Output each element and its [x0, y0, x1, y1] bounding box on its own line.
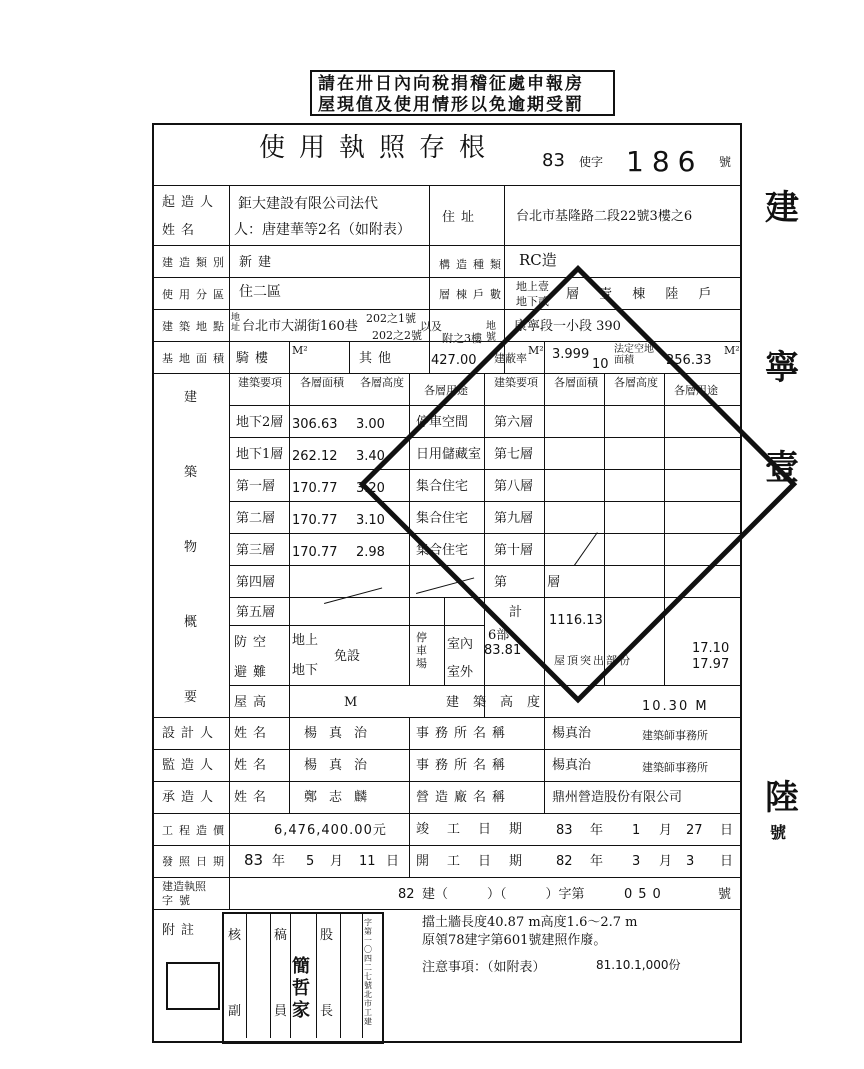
building-height-value: 10.30 M [642, 699, 709, 714]
supervisor-name-label: 姓名 [234, 758, 273, 773]
issue-day-unit: 日 [386, 854, 400, 869]
issue-day: 11 [359, 854, 376, 869]
shelter-above: 地上 [292, 633, 319, 648]
margin-char-1: 建 [765, 188, 799, 228]
approval-dept: 字第一〇四二七號 北市工建 [364, 918, 372, 1026]
designer-name: 楊真治 [304, 726, 380, 741]
start-year-unit: 年 [590, 854, 604, 869]
shelter-label-1: 防空 [234, 635, 273, 650]
permit-ref-no: 050 [624, 887, 667, 902]
start-year: 82 [556, 854, 573, 869]
floor-name-r: 第六層 [494, 415, 534, 430]
contractor-label: 承造人 [162, 790, 220, 805]
issue-date-label: 發照日期 [162, 855, 230, 868]
issue-year-unit: 年 [272, 854, 286, 869]
section-char-5: 要 [184, 690, 198, 705]
hdr-height: 各層高度 [360, 376, 404, 389]
hdr-area: 各層面積 [300, 376, 344, 389]
section-char-4: 概 [184, 615, 198, 630]
margin-char-2: 寧 [765, 348, 799, 388]
notes-line-2: 原領78建字第601號建照作廢。 [422, 933, 607, 948]
floor-area: 262.12 [292, 449, 338, 464]
build-type-value: 新建 [239, 255, 278, 270]
floor-name: 第四層 [236, 575, 276, 590]
floor-height: 3.40 [356, 449, 385, 464]
shelter-value: 免設 [334, 649, 361, 664]
completion-year-unit: 年 [590, 823, 604, 838]
completion-month: 1 [632, 823, 641, 838]
location-addr-tag: 地址 [231, 313, 241, 333]
designer-name-label: 姓名 [234, 726, 273, 741]
permit-ref-text: 建（ ）（ ）字第 [422, 887, 585, 902]
other-unit: M² [528, 344, 544, 357]
margin-char-5: 號 [770, 823, 787, 842]
completion-day: 27 [686, 823, 703, 838]
completion-label: 竣工日期 [416, 822, 541, 837]
floor-height: 3.00 [356, 417, 385, 432]
parking-indoor-label: 室內 [447, 637, 474, 652]
designer-office-label: 事務所名稱 [416, 726, 512, 741]
floor-name: 地下2層 [236, 415, 284, 430]
approval-stamp: 簡哲家 [292, 956, 310, 1021]
location-no-1: 202之1號 [366, 312, 416, 325]
floor-area: 170.77 [292, 513, 338, 528]
address-value: 台北市基隆路二段22號3樓之6 [516, 209, 693, 224]
location-no-2: 202之2號 [372, 329, 422, 342]
floor-name: 第二層 [236, 511, 276, 526]
building-height-label: 建築高度 [446, 695, 555, 710]
permit-ref-label-1: 建造執照 [162, 880, 206, 893]
permit-ref-year: 82 [398, 887, 415, 902]
other-value: 427.00 [431, 353, 477, 368]
notes-line-3: 注意事項：（如附表） [422, 960, 546, 975]
issue-year: 83 [244, 851, 264, 869]
legal-open-value: 256.33 [666, 353, 712, 368]
floor-height: 3.20 [356, 481, 385, 496]
section-char-3: 物 [184, 540, 198, 555]
contractor-office: 鼎州營造股份有限公司 [552, 790, 683, 805]
permit-year: 83 [542, 150, 565, 171]
approval-block [222, 912, 384, 1044]
contractor-name-label: 姓名 [234, 790, 273, 805]
floors-above: 地上壹 [516, 280, 549, 293]
legal-open-label: 法定空地面積 [614, 344, 654, 366]
approval-col-1: 核 [228, 928, 242, 943]
floor-name-r: 第 層 [494, 575, 579, 590]
section-char-2: 築 [184, 465, 198, 480]
roof-height: 17.97 [692, 657, 730, 672]
issue-month: 5 [306, 854, 315, 869]
floor-height: 2.98 [356, 545, 385, 560]
applicant-label: 起造人 [162, 195, 220, 210]
parking-indoor-count: 6部 [488, 628, 510, 643]
start-month-unit: 月 [659, 854, 673, 869]
start-day: 3 [686, 854, 695, 869]
floor-total-value: 1116.13 [549, 613, 603, 628]
start-day-unit: 日 [720, 854, 734, 869]
floors-rest: 層 壹 棟 陸 戶 [566, 287, 720, 302]
floor-name-r: 第七層 [494, 447, 534, 462]
notes-line-1: 擋土牆長度40.87 m高度1.6～2.7 m [422, 915, 638, 930]
approval-col-5: 副 [228, 1004, 242, 1019]
supervisor-office-suffix: 建築師事務所 [642, 761, 708, 774]
floor-name: 第三層 [236, 543, 276, 558]
location-label: 建築地點 [162, 320, 230, 333]
floor-name-r: 第十層 [494, 543, 534, 558]
completion-year: 83 [556, 823, 573, 838]
permit-ref-label-2: 字號 [162, 894, 196, 907]
seal-mark [166, 962, 220, 1010]
build-type-label: 建造類別 [162, 256, 230, 269]
shelter-label-2: 避難 [234, 665, 273, 680]
permit-prefix: 使字 [579, 155, 604, 169]
hdr-area-r: 各層面積 [554, 376, 598, 389]
notes-label: 附註 [162, 923, 201, 938]
zone-label: 使用分區 [162, 288, 230, 301]
location-addr: 台北市大湖街160巷 [242, 319, 358, 334]
supervisor-label: 監造人 [162, 758, 220, 773]
coverage-denominator: 10 [592, 357, 609, 372]
zone-value: 住二區 [239, 284, 281, 300]
completion-month-unit: 月 [659, 823, 673, 838]
floor-total-label: 計 [509, 605, 523, 620]
floor-use: 集合住宅 [416, 543, 469, 558]
parking-outdoor-label: 室外 [447, 665, 474, 680]
designer-label: 設計人 [162, 726, 220, 741]
permit-number: 186 [626, 145, 704, 178]
form-code: 81.10.1,000份 [596, 958, 681, 972]
roof-label: 屋頂突出部份 [554, 654, 632, 667]
address-label: 住址 [442, 210, 481, 225]
floor-area: 306.63 [292, 417, 338, 432]
issue-month-unit: 月 [330, 854, 344, 869]
cost-value: 6,476,400.00元 [274, 823, 387, 838]
parking-indoor-area: 83.81 [484, 643, 522, 658]
struct-value: RC造 [519, 251, 557, 269]
coverage-value: 3.999 [552, 347, 590, 362]
form-title: 使用執照存根 [259, 133, 500, 163]
floor-use: 集合住宅 [416, 511, 469, 526]
location-extra: 附之3樓 [442, 332, 482, 345]
supervisor-office: 楊真治 [552, 758, 592, 773]
legal-open-unit: M² [724, 344, 740, 357]
floor-use: 集合住宅 [416, 479, 469, 494]
shelter-below: 地下 [292, 663, 319, 678]
applicant-name-label: 姓名 [162, 223, 201, 238]
lot-tag: 地號 [486, 321, 496, 343]
approval-col-6: 員 [274, 1004, 288, 1019]
hdr-item: 建築要項 [238, 376, 282, 389]
floor-use: 停車空間 [416, 415, 469, 430]
completion-day-unit: 日 [720, 823, 734, 838]
parking-label: 停車場 [416, 631, 427, 670]
cost-label: 工程造價 [162, 824, 230, 837]
coverage-label: 建蔽率 [494, 352, 527, 365]
designer-office-suffix: 建築師事務所 [642, 729, 708, 742]
floor-use: 日用儲藏室 [416, 447, 482, 462]
floor-name: 地下1層 [236, 447, 284, 462]
approval-col-7: 長 [320, 1004, 334, 1019]
section-char-1: 建 [184, 390, 198, 405]
margin-char-4: 陸 [765, 778, 799, 818]
applicant-value-2: 人：唐建華等2名（如附表） [234, 222, 411, 238]
start-month: 3 [632, 854, 641, 869]
floors-label: 層棟戶數 [439, 288, 507, 301]
eaves-value: M [344, 695, 358, 710]
approval-col-4: 股 [320, 928, 334, 943]
arcade-label: 騎樓 [236, 351, 275, 366]
notice-line-2: 屋現值及使用情形以免逾期受罰 [318, 95, 584, 115]
designer-office: 楊真治 [552, 726, 592, 741]
hdr-use: 各層用途 [424, 384, 468, 397]
contractor-office-label: 營造廠名稱 [416, 790, 512, 805]
permit-suffix: 號 [719, 155, 732, 169]
supervisor-office-label: 事務所名稱 [416, 758, 512, 773]
floor-area: 170.77 [292, 481, 338, 496]
start-date-label: 開工日期 [416, 854, 541, 869]
struct-label: 構造種類 [439, 258, 507, 271]
floor-name: 第一層 [236, 479, 276, 494]
hdr-height-r: 各層高度 [614, 376, 658, 389]
eaves-label: 屋高 [234, 695, 273, 710]
site-area-label: 基地面積 [162, 352, 230, 365]
roof-area: 17.10 [692, 641, 730, 656]
contractor-name: 鄭志麟 [304, 790, 380, 805]
other-label: 其他 [359, 351, 398, 366]
notice-line-1: 請在卅日內向稅捐稽征處申報房 [318, 74, 584, 94]
notice-stamp [310, 70, 615, 116]
supervisor-name: 楊真治 [304, 758, 380, 773]
arcade-unit: M² [292, 344, 308, 357]
floor-name: 第五層 [236, 605, 276, 620]
floor-area: 170.77 [292, 545, 338, 560]
permit-ref-suffix: 號 [718, 887, 732, 902]
hdr-item-r: 建築要項 [494, 376, 538, 389]
applicant-value-1: 鉅大建設有限公司法代 [238, 196, 378, 212]
floor-height: 3.10 [356, 513, 385, 528]
approval-col-2: 稿 [274, 928, 288, 943]
hdr-use-r: 各層用途 [674, 384, 718, 397]
margin-char-3: 壹 [765, 448, 799, 488]
floor-name-r: 第八層 [494, 479, 534, 494]
location-floor: 以及 [420, 320, 442, 333]
lot-value: 康寧段一小段 390 [514, 319, 621, 334]
floor-name-r: 第九層 [494, 511, 534, 526]
floors-below: 地下貳 [516, 295, 549, 308]
